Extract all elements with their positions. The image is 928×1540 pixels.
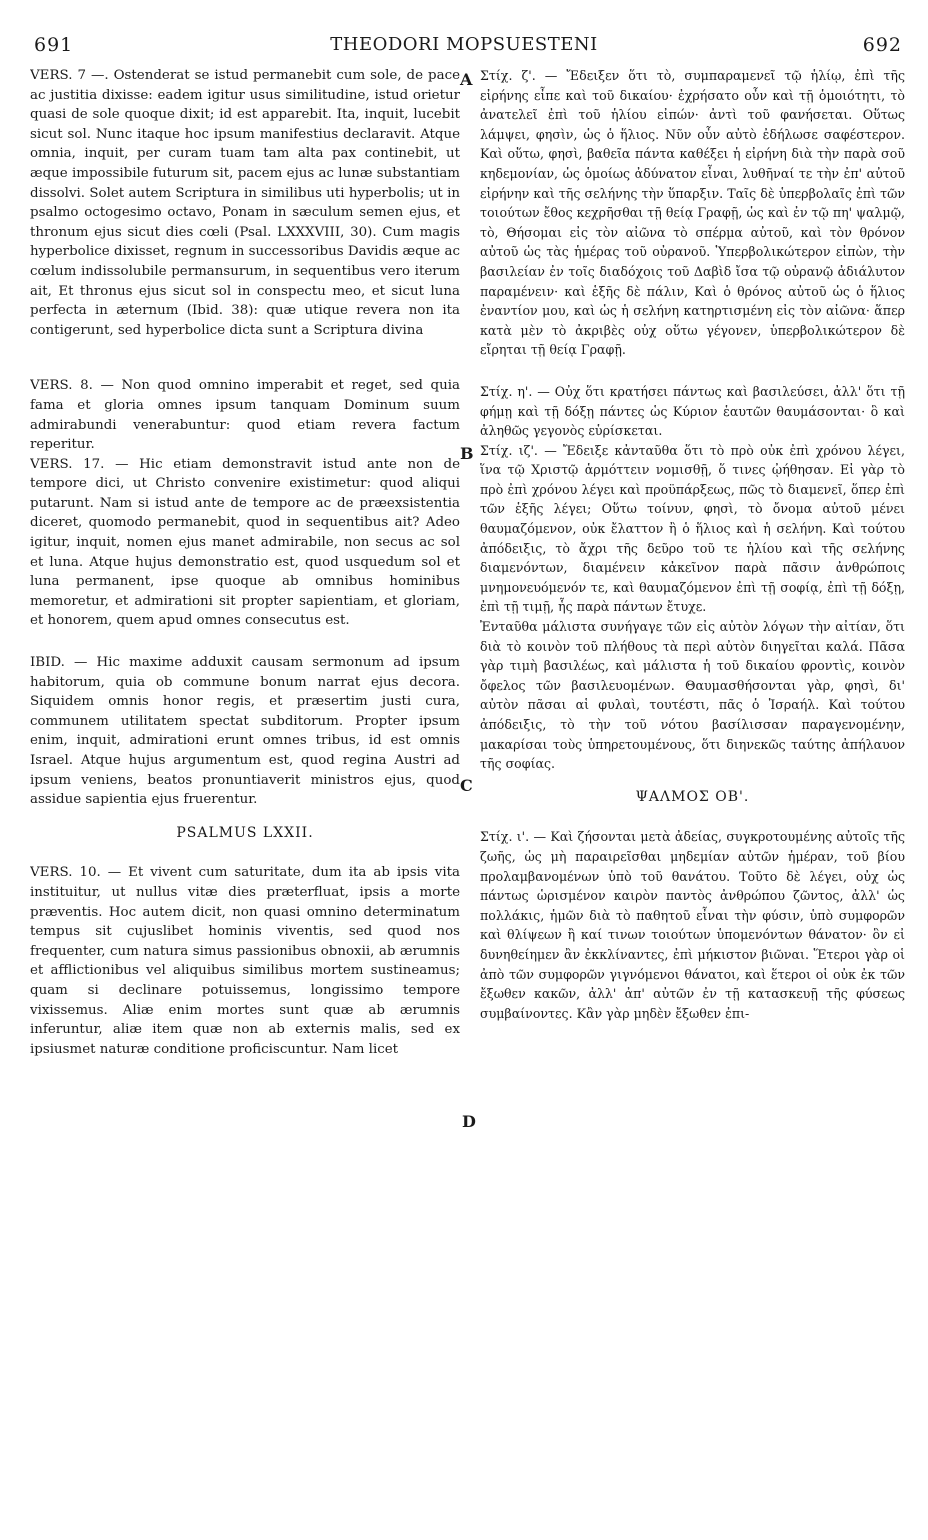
- greek-psalm-heading: ΨΑΛΜΟΣ ΟΒ'.: [635, 788, 750, 805]
- margin-letter-a: A: [460, 70, 473, 89]
- greek-paragraph-stich-17: Στίχ. ιζ'. — Ἔδειξε κἀνταῦθα ὅτι τὸ πρὸ οὐκ ἐπὶ χρόνου λέγει, ἵνα τῷ Χριστῷ ἁρμόττειν νομισθῇ, ὅ τινες ᾠήθησαν. Εἰ γὰρ τὸ πρὸ ἐπὶ χρόνου λέγει καὶ προϋπάρξεως, πῶς τὸ διαμενεῖ, ὅπερ ἐπὶ τῶν ἑξῆς λέγει; Οὕτω τοίνυν, φησὶ, τὸ ὄνομα αὐτοῦ μένει θαυμαζόμενον, οὐκ ἔλαττον ἢ ὁ ἥλιος καὶ ἡ σελήνη. Καὶ τούτου ἀπόδειξις, τὸ ἄχρι τῆς δεῦρο τοῦ τε ἡλίου καὶ τῆς σελήνης διαμενόντων, διαμένειν κἀκεῖνον παρὰ πᾶσιν ἀνθρώποις μνημονευόμενόν τε, καὶ θαυμαζόμενον ἐπὶ τῇ σοφίᾳ, ἐπὶ τῇ δόξῃ, ἐπὶ τῇ τιμῇ, ἧς παρὰ πάντων ἔτυχε.: [480, 442, 905, 615]
- latin-paragraph-vers-17: VERS. 17. — Hic etiam demonstravit istud ante non de tempore dici, ut Christo convenire existimetur: quod aliqui putarunt. Nam si istud ante de tempore ac de præexsistentia diceret, quomodo permanebit, quod in sequentibus ait? Adeo igitur, inquit, nomen ejus manet admirabile, non secus ac sol et luna. Atque hujus demonstratio est, quod usquedum sol et luna permanent, ipse quoque ab omnibus hominibus memoretur, et admirationi sit propter sapientiam, et gloriam, et honorem, quem apud omnes consecutus est.: [30, 456, 460, 629]
- greek-paragraph-stich-7: Στίχ. ζ'. — Ἔδειξεν ὅτι τὸ, συμπαραμενεῖ τῷ ἡλίῳ, ἐπὶ τῆς εἰρήνης εἶπε καὶ τοῦ δικαίου· ἐχρήσατο οὖν καὶ τῇ ὁμοιότητι, τὸ ἀνατελεῖ ἐπὶ τοῦ ἡλίου εἰπών· ἀντὶ τοῦ φανήσεται. Οὕτως λάμψει, φησὶν, ὡς ὁ ἥλιος. Νῦν οὖν αὐτὸ ἐδήλωσε σαφέστερον. Καὶ οὕτω, φησὶ, βαθεῖα πάντα καθέξει ἡ εἰρήνη διὰ τὴν παρὰ σοῦ κηδεμονίαν, ὡς ὁμοίως ἀδύνατον εἶναι, λυθῆναί τε τὴν ἐπ' αὐτοῦ εἰρήνην καὶ τῆς σελήνης τὴν ὕπαρξιν. Ταῖς δὲ ὑπερβολαῖς ἐπὶ τῶν τοιούτων ἔθος κεχρῆσθαι τῇ θείᾳ Γραφῇ, ὡς καὶ ἐν τῷ πη' ψαλμῷ, τὸ, Θήσομαι εἰς τὸν αἰῶνα τὸ σπέρμα αὐτοῦ, καὶ τὸν θρόνον αὐτοῦ ὡς τὰς ἡμέρας τοῦ οὐρανοῦ. Ὑπερβολικώτερον εἰπὼν, τὴν βασιλείαν ἐν τοῖς διαδόχοις τοῦ Δαβὶδ ἴσα τῷ οὐρανῷ ἀδιάλυτον παραμένειν· καὶ ἑξῆς δὲ πάλιν, Καὶ ὁ θρόνος αὐτοῦ ὡς ὁ ἥλιος ἐναντίον μου, καὶ ὡς ἡ σελήνη κατηρτισμένη εἰς τὸν αἰῶνα· ἅπερ κατὰ μὲν τὸ ἀκριβὲς οὐχ οὕτω γέγονεν, ὑπερβολικώτερον δὲ εἴρηται τῇ θείᾳ Γραφῇ.: [480, 68, 905, 358]
- greek-paragraph-stich-10: Στίχ. ι'. — Καὶ ζήσονται μετὰ ἀδείας, συγκροτουμένης αὐτοῖς τῆς ζωῆς, ὡς μὴ παραιρεῖσθαι μηδεμίαν αὐτῶν ἡμέραν, τοῦ βίου προλαμβανομένων ὑπὸ τοῦ θανάτου. Τοῦτο δὲ λέγει, οὐχ ὡς πάντως ὡρισμένον καιρὸν παντὸς ἀνθρώπου ζῶντος, ἀλλ' ὡς πολλάκις, ἡμῶν διὰ τὸ παθητοῦ εἶναι τὴν φύσιν, ὑπὸ συμφορῶν καὶ θλίψεων ἢ καί τινων τοιούτων ὑπομενόντων θάνατον· ὃν εἰ δυνηθείημεν ἂν ἐκκλίναντες, ἐπὶ μήκιστον βιῶναι. Ἕτεροι γὰρ οἱ ἀπὸ τῶν συμφορῶν γιγνόμενοι θάνατοι, καὶ ἕτεροι οἱ οὐκ ἐκ τῶν ἔξωθεν κακῶν, ἀλλ' ἀπ' αὐτῶν ἐν τῇ κατασκευῇ τῆς φύσεως συμβαίνοντες. Κἂν γὰρ μηδὲν ἔξωθεν ἐπι-: [480, 829, 905, 1021]
- page-header: [0, 34, 928, 64]
- latin-paragraph-vers-10: VERS. 10. — Et vivent cum saturitate, dum ita ab ipsis vita instituitur, ut nullus vitæ dies præterfluat, ipsis a morte præventis. Hoc autem dicit, non quasi omnino determinatum tempus sit cujuslibet hominis viventis, sed quod nos frequenter, cum natura simus passionibus obnoxii, ab ærumnis et afflictionibus vel aliquibus similibus mortem sustineamus; quam si declinare potuissemus, longissimo tempore vixissemus. Aliæ enim mortes sunt quæ ab ærumnis inferuntur, aliæ item quæ non ab externis malis, sed ex ipsiusmet naturæ conditione proficiscuntur. Nam licet: [30, 865, 460, 1057]
- latin-psalm-heading: PSALMUS LXXII.: [176, 824, 314, 841]
- latin-paragraph-vers-8: VERS. 8. — Non quod omnino imperabit et reget, sed quia fama et gloria omnes ipsum tanquam Dominum suum admirabundi venerabuntur: quod etiam revera factum reperitur.: [30, 378, 460, 453]
- latin-column: [30, 66, 460, 1059]
- greek-paragraph-stich-8: Στίχ. η'. — Οὐχ ὅτι κρατήσει πάντως καὶ βασιλεύσει, ἀλλ' ὅτι τῇ φήμῃ καὶ τῇ δόξῃ πάντες ὡς Κύριον ἑαυτῶν θαυμάσονται· ὃ καὶ ἀληθῶς γεγονὸς εὑρίσκεται.: [480, 383, 905, 439]
- page-number-right: 692: [862, 34, 902, 56]
- latin-paragraph-vers-7: VERS. 7 —. Ostenderat se istud permanebit cum sole, de pace ac justitia dixisse: eadem igitur usus similitudine, istud orietur quasi de sole quoque dixit; id est apparebit. Ita, inquit, lucebit sicut sol. Nunc itaque hoc ipsum manifestius declaravit. Atque omnia, inquit, per curam tuam tam alta pax continebit, ut æque impossibile futurum sit, pacem ejus ac lunæ substantiam dissolvi. Solet autem Scriptura in similibus uti hyperbolis; ut in psalmo octogesimo octavo, Ponam in sæculum semen ejus, et thronum ejus sicut dies cœli (Psal. LXXXVIII, 30). Cum magis hyperbolice dixisset, regnum in successoribus Davidis æque ac cœlum indissolubile permansurum, in sequentibus vero iterum ait, Et thronus ejus sicut sol in conspectu meo, et sicut luna perfecta in æternum (Ibid. 38): quæ utique revera non ita contigerunt, sed hyperbolice dicta sunt a Scriptura divina: [30, 68, 460, 338]
- latin-paragraph-ibid: IBID. — Hic maxime adduxit causam sermonum ad ipsum habitorum, quia ob commune bonum narrat ejus decora. Siquidem omnis honor regis, et præsertim justi cura, communem utilitatem spectat subditorum. Propter ipsum enim, inquit, admirationi erunt omnes tribus, id est omnis Israel. Atque hujus argumentum est, quod regina Austri ad ipsum veniens, beatos pronuntiaverit ministros ejus, quod assidue sapientia ejus fruerentur.: [30, 655, 460, 808]
- greek-paragraph-ibid: Ἐνταῦθα μάλιστα συνήγαγε τῶν εἰς αὐτὸν λόγων τὴν αἰτίαν, ὅτι διὰ τὸ κοινὸν τοῦ πλήθους τὰ περὶ αὐτὸν διηγεῖται καλά. Πᾶσα γὰρ τιμὴ βασιλέως, καὶ μάλιστα ἡ τοῦ δικαίου φροντὶς, κοινὸν ὄφελος τῶν βασιλευομένων. Θαυμασθήσονται γὰρ, φησὶ, δι' αὐτὸν πᾶσαι αἱ φυλαὶ, τουτέστι, πᾶς ὁ Ἰσραήλ. Καὶ τούτου ἀπόδειξις, τὸ τὴν τοῦ νότου βασίλισσαν παραγενομένην, μακαρίσαι τοὺς ὑπηρετουμένους, ὅτι διηνεκῶς ταύτης ἀπήλαυον τῆς σοφίας.: [480, 619, 905, 772]
- running-title: THEODORI MOPSUESTENI: [330, 34, 598, 55]
- margin-letter-c: C: [460, 776, 473, 795]
- margin-letter-b: B: [460, 444, 474, 463]
- page-number-left: 691: [34, 34, 74, 56]
- greek-column: [480, 66, 905, 1023]
- margin-letter-d: D: [462, 1112, 476, 1131]
